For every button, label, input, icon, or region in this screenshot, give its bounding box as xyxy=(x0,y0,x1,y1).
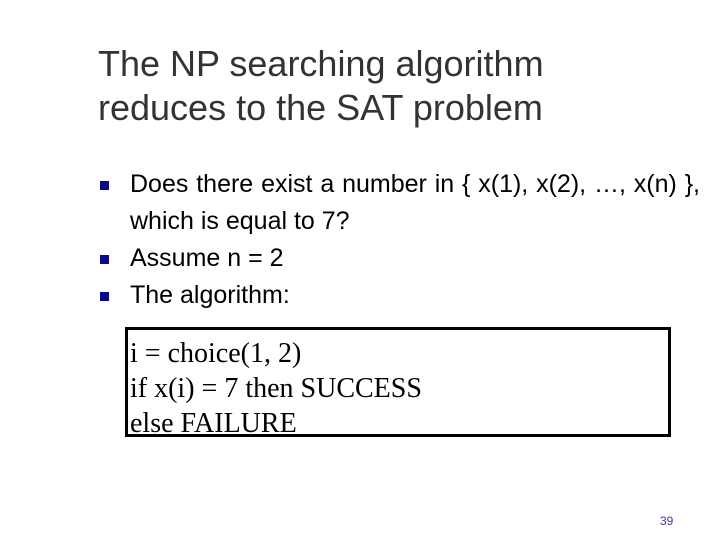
slide-number: 39 xyxy=(660,514,674,528)
algorithm-code-box xyxy=(125,327,671,437)
code-line: else FAILURE xyxy=(130,408,297,439)
bullet-item xyxy=(100,240,700,277)
slide-title-line: reduces to the SAT problem xyxy=(98,87,543,128)
square-bullet-icon xyxy=(100,292,109,301)
bullet-text: The algorithm: xyxy=(130,281,290,309)
slide-title-line: The NP searching algorithm xyxy=(98,43,544,84)
code-line: if x(i) = 7 then SUCCESS xyxy=(130,373,422,404)
square-bullet-icon xyxy=(100,181,109,190)
slide-title xyxy=(98,42,678,130)
bullet-item xyxy=(100,166,700,240)
square-bullet-icon xyxy=(100,255,109,264)
bullet-text: Assume n = 2 xyxy=(130,244,284,272)
bullet-item xyxy=(100,277,700,314)
code-line: i = choice(1, 2) xyxy=(130,338,302,369)
bullet-list xyxy=(100,166,700,314)
bullet-text: Does there exist a number in { x(1), x(2), …, x(n) }, which is equal to 7? xyxy=(130,170,700,235)
